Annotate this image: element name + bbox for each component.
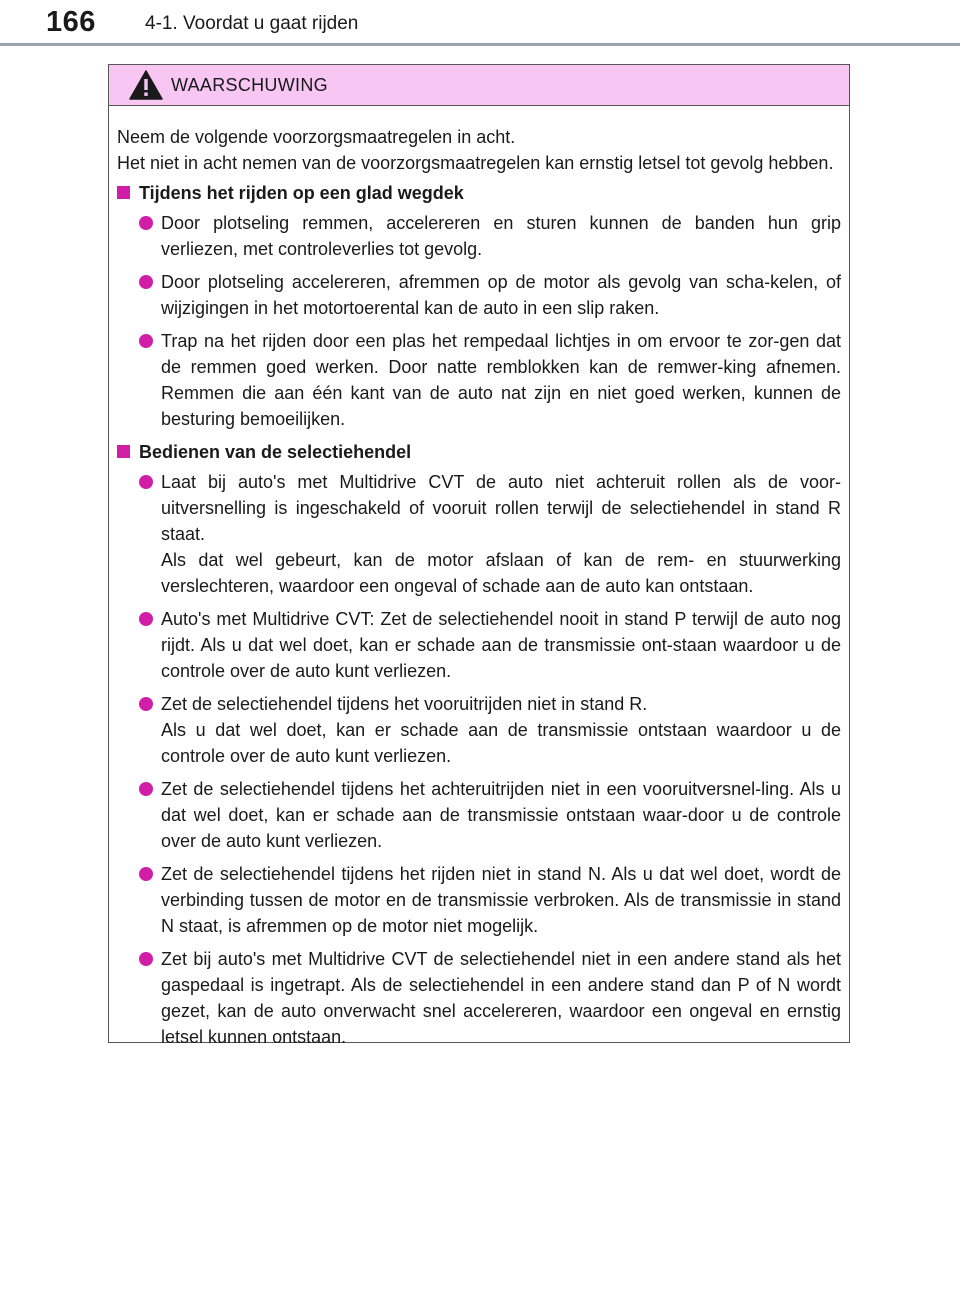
intro-line: Het niet in acht nemen van de voorzorgsmaatregelen kan ernstig letsel tot gevolg hebben. <box>117 153 834 173</box>
list-item-text: Zet de selectiehendel tijdens het vooruitrijden niet in stand R. <box>161 694 648 714</box>
list-item <box>117 210 841 262</box>
page-header <box>0 0 960 46</box>
list-item <box>117 946 841 1050</box>
section-heading <box>117 180 841 206</box>
list-item-text: Zet de selectiehendel tijdens het achteruitrijden niet in een vooruitversnel-ling. Als u dat wel doet, kan er schade aan de transmissie ontstaan waar-door u de controle over de auto kunt verliezen. <box>161 779 841 851</box>
warning-title: WAARSCHUWING <box>171 75 328 95</box>
dot-bullet-icon <box>139 867 153 881</box>
dot-bullet-icon <box>139 216 153 230</box>
list-item-text: Zet bij auto's met Multidrive CVT de selectiehendel niet in een andere stand als het gaspedaal is ingetrapt. Als de selectiehendel in een andere stand dan P of N wordt gezet, kan de auto onverwacht snel accelereren, waardoor een ongeval en ernstig letsel kunnen ontstaan. <box>161 949 841 1047</box>
list-item-text: Auto's met Multidrive CVT: Zet de selectiehendel nooit in stand P terwijl de auto nog rijdt. Als u dat wel doet, kan er schade aan de transmissie ont-staan waardoor u de controle over de auto kunt verliezen. <box>161 609 841 681</box>
list-item-text: Door plotseling accelereren, afremmen op de motor als gevolg van scha-kelen, of wijzigingen in het motortoerental kan de auto in een slip raken. <box>161 272 841 318</box>
list-item-text: Door plotseling remmen, accelereren en sturen kunnen de banden hun grip verliezen, met controleverlies tot gevolg. <box>161 213 841 259</box>
list-item <box>117 269 841 321</box>
square-bullet-icon <box>117 445 130 458</box>
section-heading-text: Bedienen van de selectiehendel <box>139 442 412 462</box>
list-item <box>117 606 841 684</box>
dot-bullet-icon <box>139 697 153 711</box>
list-item-text: Als u dat wel doet, kan er schade aan de transmissie ontstaan waardoor u de controle over de auto kunt verliezen. <box>161 720 841 766</box>
list-item <box>117 861 841 939</box>
list-item <box>117 469 841 599</box>
page-number: 166 <box>46 6 96 38</box>
warning-triangle-icon <box>129 70 163 100</box>
list-item <box>117 776 841 854</box>
list-item-text: Laat bij auto's met Multidrive CVT de auto niet achteruit rollen als de voor-uitversnelling is ingeschakeld of vooruit rollen terwijl de selectiehendel in stand R staat. <box>161 472 841 544</box>
intro-line: Neem de volgende voorzorgsmaatregelen in acht. <box>117 127 516 147</box>
warning-intro <box>117 124 841 176</box>
dot-bullet-icon <box>139 334 153 348</box>
dot-bullet-icon <box>139 952 153 966</box>
warning-box <box>108 64 850 1047</box>
section-title: 4-1. Voordat u gaat rijden <box>145 13 359 34</box>
list-item <box>117 691 841 769</box>
list-item <box>117 328 841 432</box>
section-heading-text: Tijdens het rijden op een glad wegdek <box>139 183 464 203</box>
dot-bullet-icon <box>139 782 153 796</box>
warning-body <box>109 106 849 1050</box>
list-item-text: Zet de selectiehendel tijdens het rijden niet in stand N. Als u dat wel doet, wordt de verbinding tussen de motor en de transmissie verbroken. Als de transmissie in stand N staat, is afremmen op de motor niet mogelijk. <box>161 864 841 936</box>
square-bullet-icon <box>117 186 130 199</box>
dot-bullet-icon <box>139 475 153 489</box>
dot-bullet-icon <box>139 612 153 626</box>
section-heading <box>117 439 841 465</box>
dot-bullet-icon <box>139 275 153 289</box>
warning-header <box>109 65 849 106</box>
list-item-text: Als dat wel gebeurt, kan de motor afslaan of kan de rem- en stuurwerking verslechteren, waardoor een ongeval of schade aan de auto kan ontstaan. <box>161 550 841 596</box>
list-item-text: Trap na het rijden door een plas het rempedaal lichtjes in om ervoor te zor-gen dat de remmen goed werken. Door natte remblokken kan de remwer-king afnemen. Remmen die aan één kant van de auto nat zijn en niet goed werken, kunnen de besturing bemoeilijken. <box>161 331 841 429</box>
